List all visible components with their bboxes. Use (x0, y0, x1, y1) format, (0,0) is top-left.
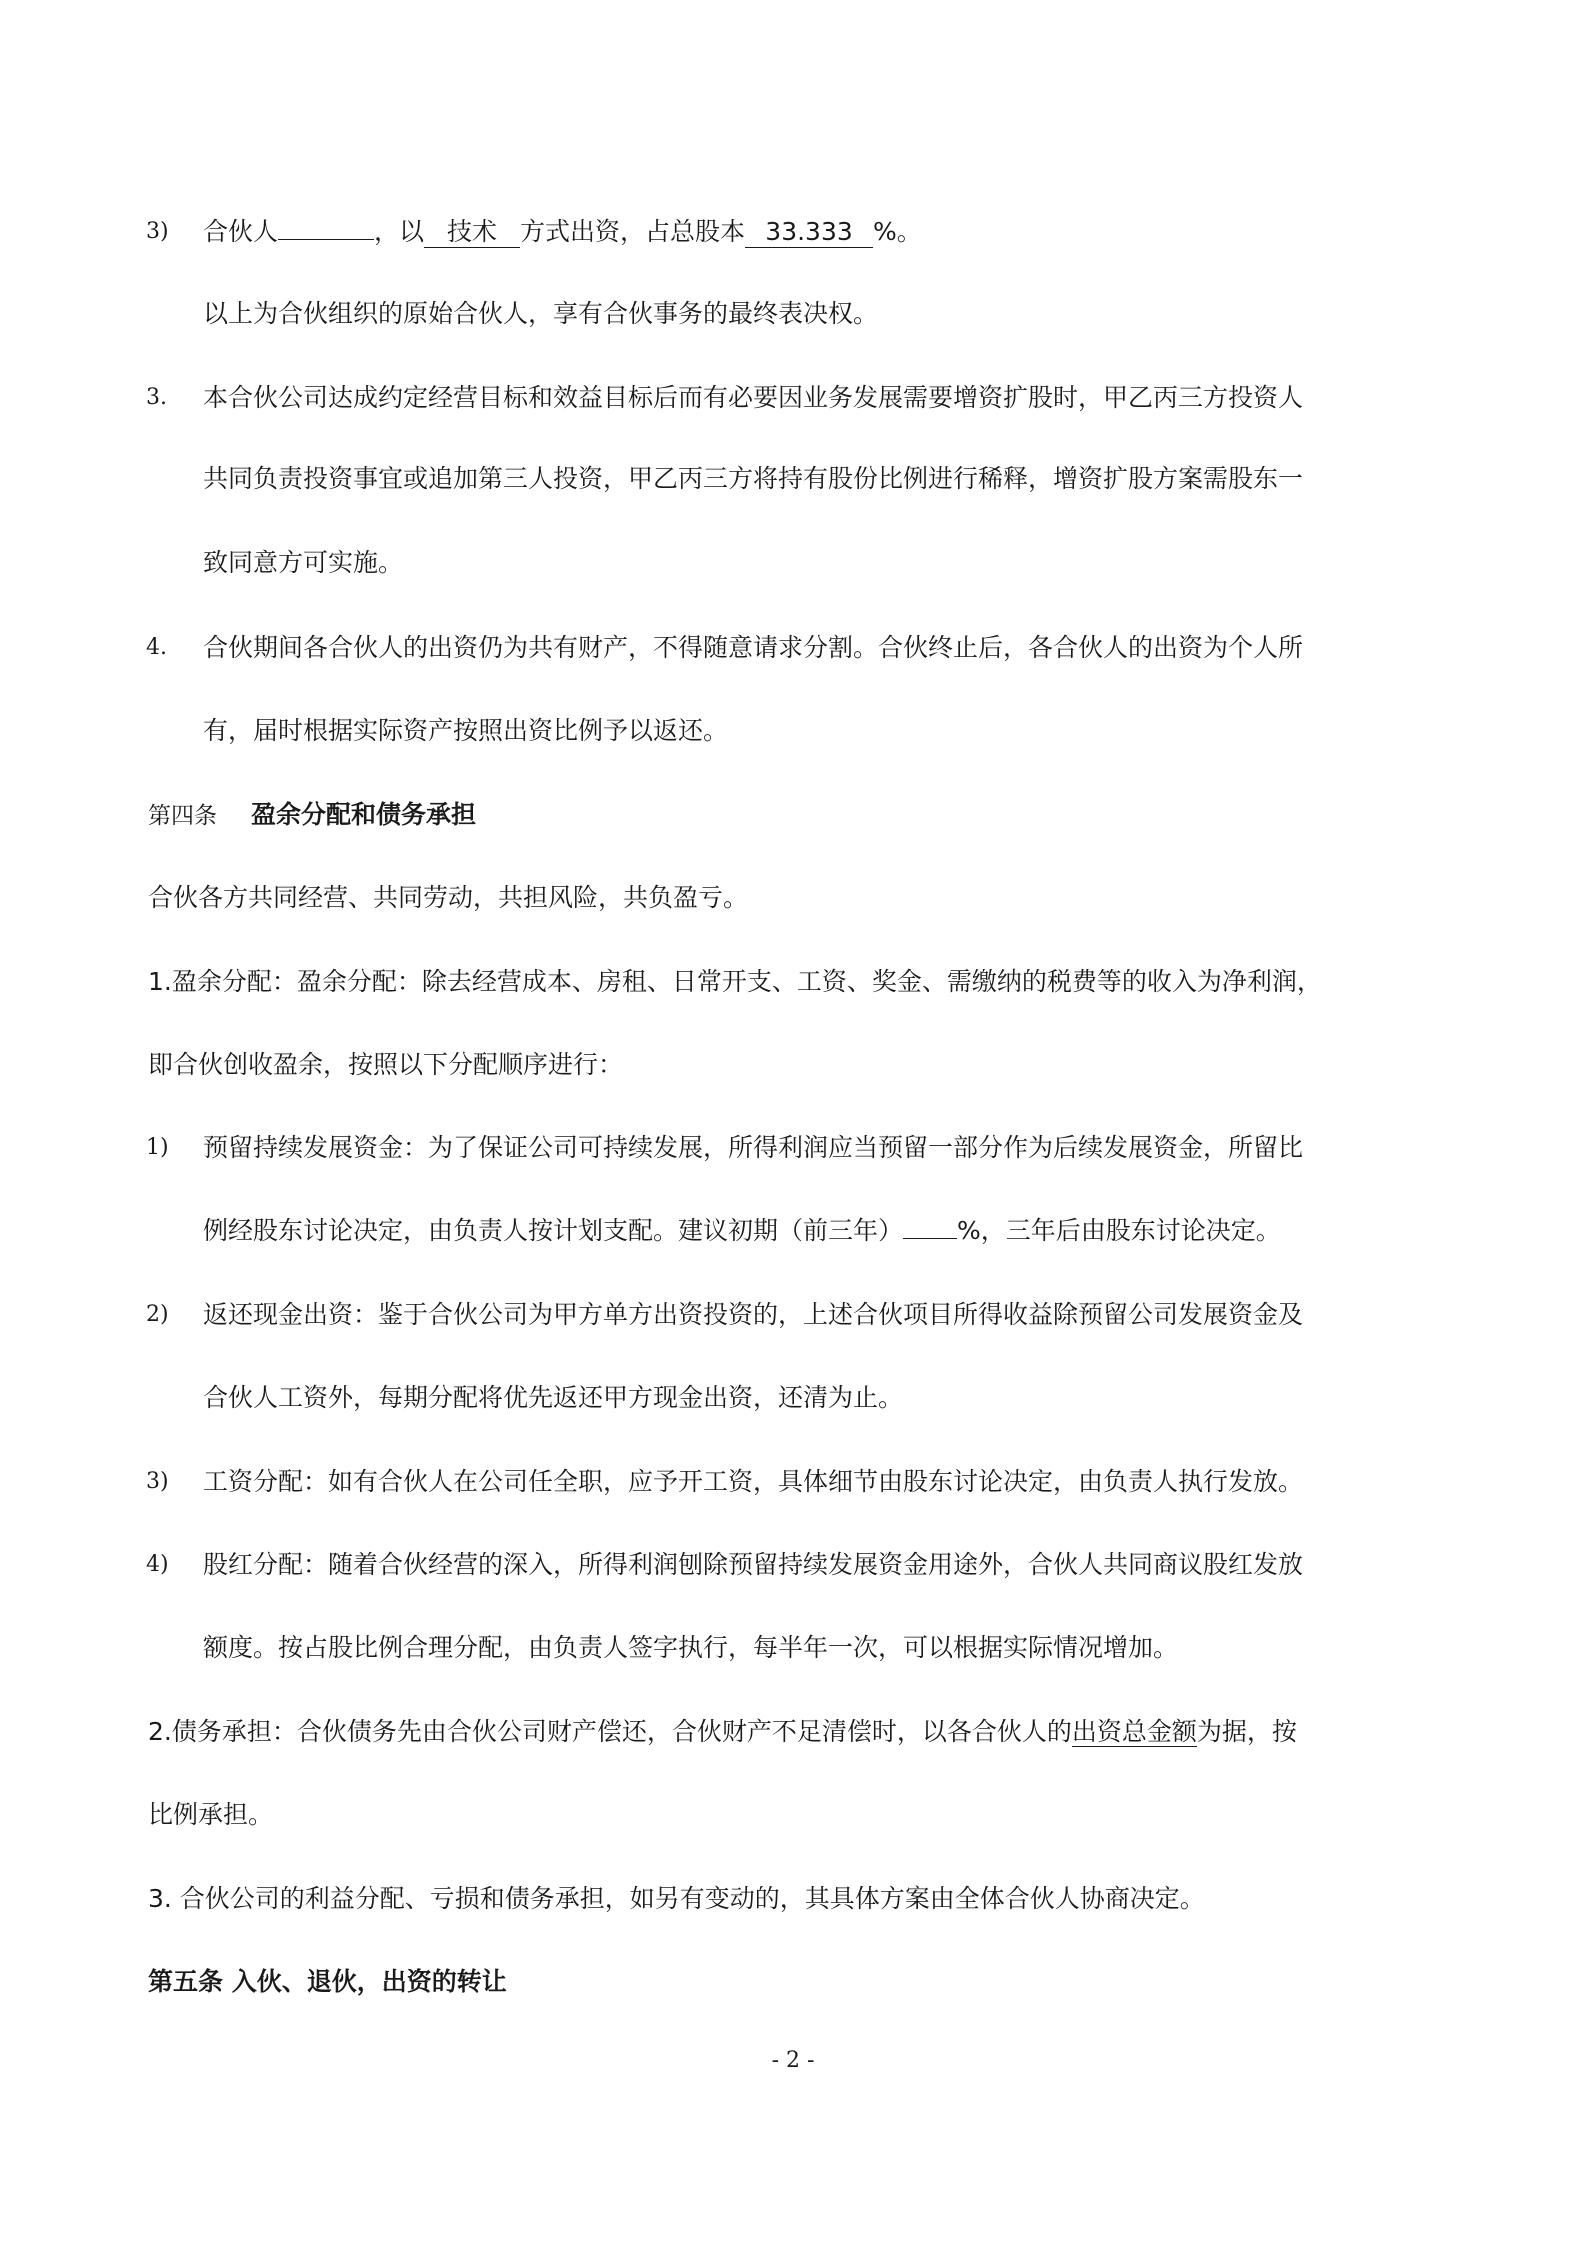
clause-3-line-3: 致同意方可实施。 (203, 548, 404, 577)
clause-3-line-1: 本合伙公司达成约定经营目标和效益目标后而有必要因业务发展需要增资扩股时，甲乙丙三方投资人 (203, 383, 1304, 412)
sub-4-line-1: 股红分配：随着合伙经营的深入，所得利润刨除预留持续发展资金用途外，合伙人共同商议股红发放 (203, 1550, 1304, 1579)
clause-4-line-1: 合伙期间各合伙人的出资仍为共有财产，不得随意请求分割。合伙终止后，各合伙人的出资为个人所 (203, 633, 1304, 662)
article-4-title: 盈余分配和债务承担 (251, 800, 477, 829)
item-3-mid1: ，以 (374, 217, 425, 246)
clause-3-variation: 3. 合伙公司的利益分配、亏损和债务承担，如另有变动的，其具体方案由全体合伙人协商决定。 (148, 1884, 1205, 1913)
item-3-mid2: 方式出资，占总股本 (520, 217, 746, 246)
item-3-number: 3) (146, 219, 169, 244)
sub-1-line-2 (203, 1213, 1281, 1249)
clause-4-line-2: 有，届时根据实际资产按照出资比例予以返还。 (203, 716, 729, 745)
original-partners-note: 以上为合伙组织的原始合伙人，享有合伙事务的最终表决权。 (203, 299, 879, 328)
debt-line-1 (148, 1714, 1297, 1750)
debt-total-amount-underline: 出资总金额 (1071, 1717, 1197, 1746)
sub-1-line-2-post: %，三年后由股东讨论决定。 (957, 1216, 1281, 1245)
sub-2-line-1: 返还现金出资：鉴于合伙公司为甲方单方出资投资的，上述合伙项目所得收益除预留公司发展资金及 (203, 1300, 1304, 1329)
item-3-pre: 合伙人 (203, 217, 279, 246)
item-3-post: %。 (873, 217, 922, 246)
sub-2-number: 2) (146, 1302, 169, 1327)
sub-4-number: 4) (146, 1552, 169, 1577)
debt-line-2: 比例承担。 (148, 1800, 274, 1829)
debt-line-1-pre: 2.债务承担：合伙债务先由合伙公司财产偿还，合伙财产不足清偿时，以各合伙人的 (148, 1717, 1072, 1746)
profit-distribution-line-2: 即合伙创收盈余，按照以下分配顺序进行： (148, 1050, 624, 1079)
share-percent-blank: 33.333 (745, 217, 873, 248)
clause-4-number: 4. (146, 635, 167, 660)
debt-line-1-post: 为据，按 (1196, 1717, 1297, 1746)
clause-3-line-2: 共同负责投资事宜或追加第三人投资，甲乙丙三方将持有股份比例进行稀释，增资扩股方案需股东一 (203, 464, 1304, 493)
article-4-heading (148, 797, 476, 834)
sub-2-line-2: 合伙人工资外，每期分配将优先返还甲方现金出资，还清为止。 (203, 1383, 904, 1412)
page-number: - 2 - (771, 2048, 815, 2073)
sub-3-line-1: 工资分配：如有合伙人在公司任全职，应予开工资，具体细节由股东讨论决定，由负责人执行发放。 (203, 1467, 1304, 1496)
item-3-line (203, 214, 922, 250)
article-5-heading: 第五条 入伙、退伙，出资的转让 (148, 1967, 507, 1996)
sub-1-number: 1) (146, 1135, 169, 1160)
sub-3-number: 3) (146, 1469, 169, 1494)
article-4-label: 第四条 (148, 803, 217, 829)
contribution-method-blank: 技术 (424, 217, 520, 248)
sub-4-line-2: 额度。按占股比例合理分配，由负责人签字执行，每半年一次，可以根据实际情况增加。 (203, 1633, 1179, 1662)
article-4-intro: 合伙各方共同经营、共同劳动，共担风险，共负盈亏。 (148, 883, 749, 912)
reserve-percent-blank (903, 1238, 957, 1239)
sub-1-line-2-pre: 例经股东讨论决定，由负责人按计划支配。建议初期（前三年） (203, 1216, 904, 1245)
clause-3-number: 3. (146, 385, 167, 410)
profit-distribution-line-1: 1.盈余分配：盈余分配：除去经营成本、房租、日常开支、工资、奖金、需缴纳的税费等的收入为净利润， (148, 967, 1322, 996)
sub-1-line-1: 预留持续发展资金：为了保证公司可持续发展，所得利润应当预留一部分作为后续发展资金，所留比 (203, 1133, 1304, 1162)
partner-name-blank (278, 239, 374, 240)
